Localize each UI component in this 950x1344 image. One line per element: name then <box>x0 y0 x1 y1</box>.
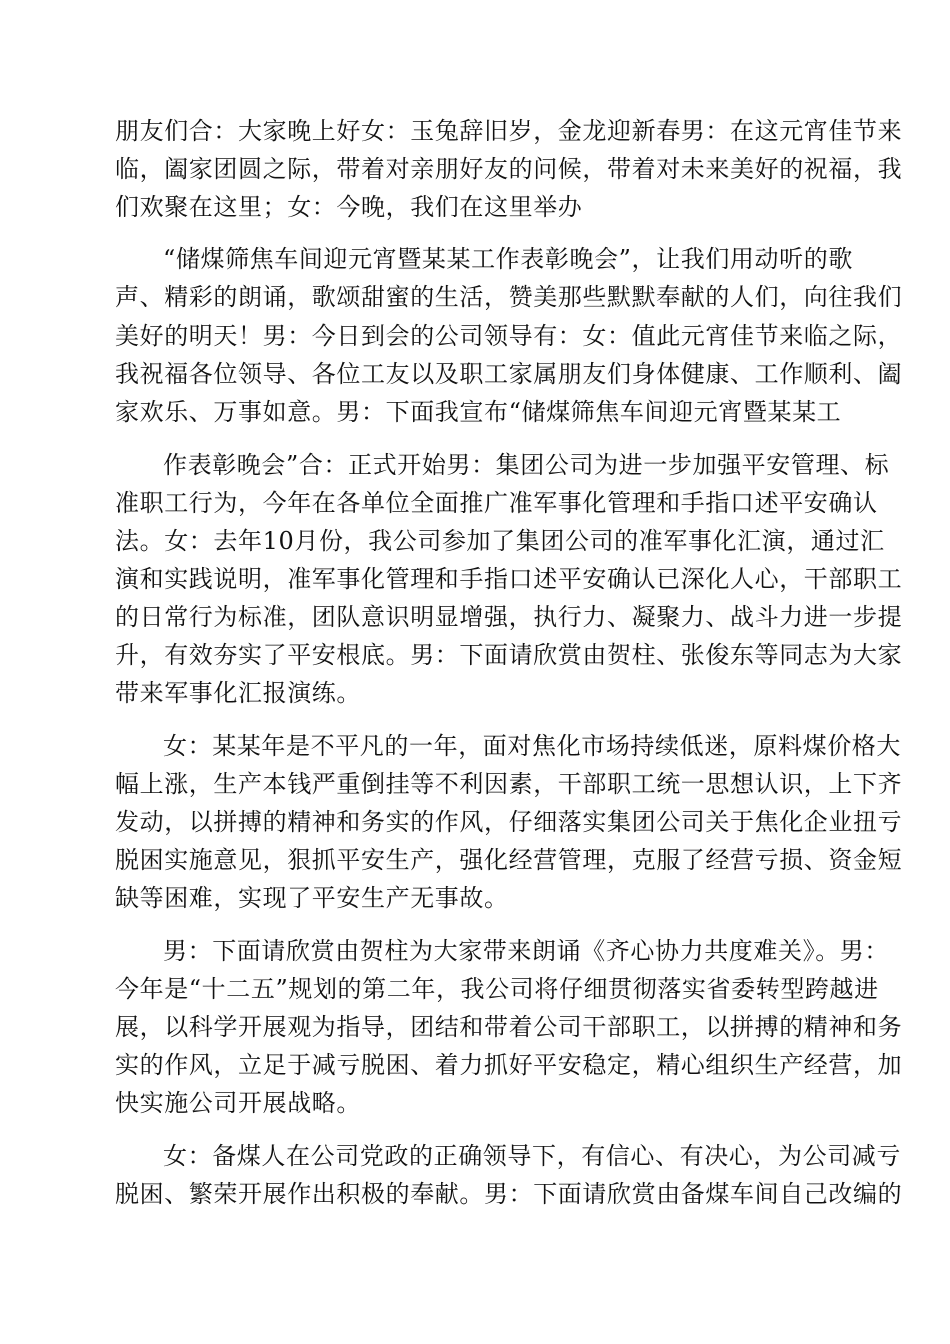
text-line: 男：下面请欣赏由贺柱为大家带来朗诵《齐心协力共度难关》。男： <box>163 937 889 965</box>
text-line: 的日常行为标准，团队意识明显增强，执行力、凝聚力、战斗力进一步提 <box>115 603 903 631</box>
text-line: 升，有效夯实了平安根底。男：下面请欣赏由贺柱、张俊东等同志为大家 <box>115 641 903 669</box>
text-line: 带来军事化汇报演练。 <box>115 679 361 707</box>
text-line: 美好的明天！男：今日到会的公司领导有：女：值此元宵佳节来临之际， <box>115 322 903 350</box>
text-line: 脱困实施意见，狠抓平安生产，强化经营管理，克服了经营亏损、资金短 <box>115 846 903 874</box>
text-line: 实的作风，立足于减亏脱困、着力抓好平安稳定，精心组织生产经营，加 <box>115 1051 903 1079</box>
text-line: 女：某某年是不平凡的一年，面对焦化市场持续低迷，原料煤价格大 <box>163 732 901 760</box>
text-line: 脱困、繁荣开展作出积极的奉献。男：下面请欣赏由备煤车间自己改编的 <box>115 1180 903 1208</box>
text-line: 快实施公司开展战略。 <box>115 1089 361 1117</box>
text-line: 声、精彩的朗诵，歌颂甜蜜的生活，赞美那些默默奉献的人们，向往我们 <box>115 283 903 311</box>
text-line: 我祝福各位领导、各位工友以及职工家属朋友们身体健康、工作顺利、阖 <box>115 360 903 388</box>
text-line: 作表彰晚会”合：正式开始男：集团公司为进一步加强平安管理、标 <box>163 451 890 479</box>
text-line: 朋友们合：大家晚上好女：玉兔辞旧岁，金龙迎新春男：在这元宵佳节来 <box>115 117 903 145</box>
text-line: 缺等困难，实现了平安生产无事故。 <box>115 884 509 912</box>
text-line: 女：备煤人在公司党政的正确领导下，有信心、有决心，为公司减亏 <box>163 1142 901 1170</box>
text-line: “储煤筛焦车间迎元宵暨某某工作表彰晚会”，让我们用动听的歌 <box>163 245 853 273</box>
text-line: 演和实践说明，准军事化管理和手指口述平安确认已深化人心，干部职工 <box>115 565 903 593</box>
text-line: 展，以科学开展观为指导，团结和带着公司干部职工，以拼搏的精神和务 <box>115 1013 903 1041</box>
text-line: 家欢乐、万事如意。男：下面我宣布“储煤筛焦车间迎元宵暨某某工 <box>115 398 842 426</box>
text-line: 发动，以拼搏的精神和务实的作风，仔细落实集团公司关于焦化企业扭亏 <box>115 808 903 836</box>
text-line: 幅上涨，生产本钱严重倒挂等不利因素，干部职工统一思想认识，上下齐 <box>115 770 903 798</box>
text-line: 们欢聚在这里；女：今晚，我们在这里举办 <box>115 193 583 221</box>
text-line: 临，阖家团圆之际，带着对亲朋好友的问候，带着对未来美好的祝福，我 <box>115 155 903 183</box>
text-line: 准职工行为，今年在各单位全面推广准军事化管理和手指口述平安确认 <box>115 489 878 517</box>
text-line: 法。女：去年10月份，我公司参加了集团公司的准军事化汇演，通过汇 <box>115 527 885 555</box>
text-line: 今年是“十二五”规划的第二年，我公司将仔细贯彻落实省委转型跨越进 <box>115 975 879 1003</box>
